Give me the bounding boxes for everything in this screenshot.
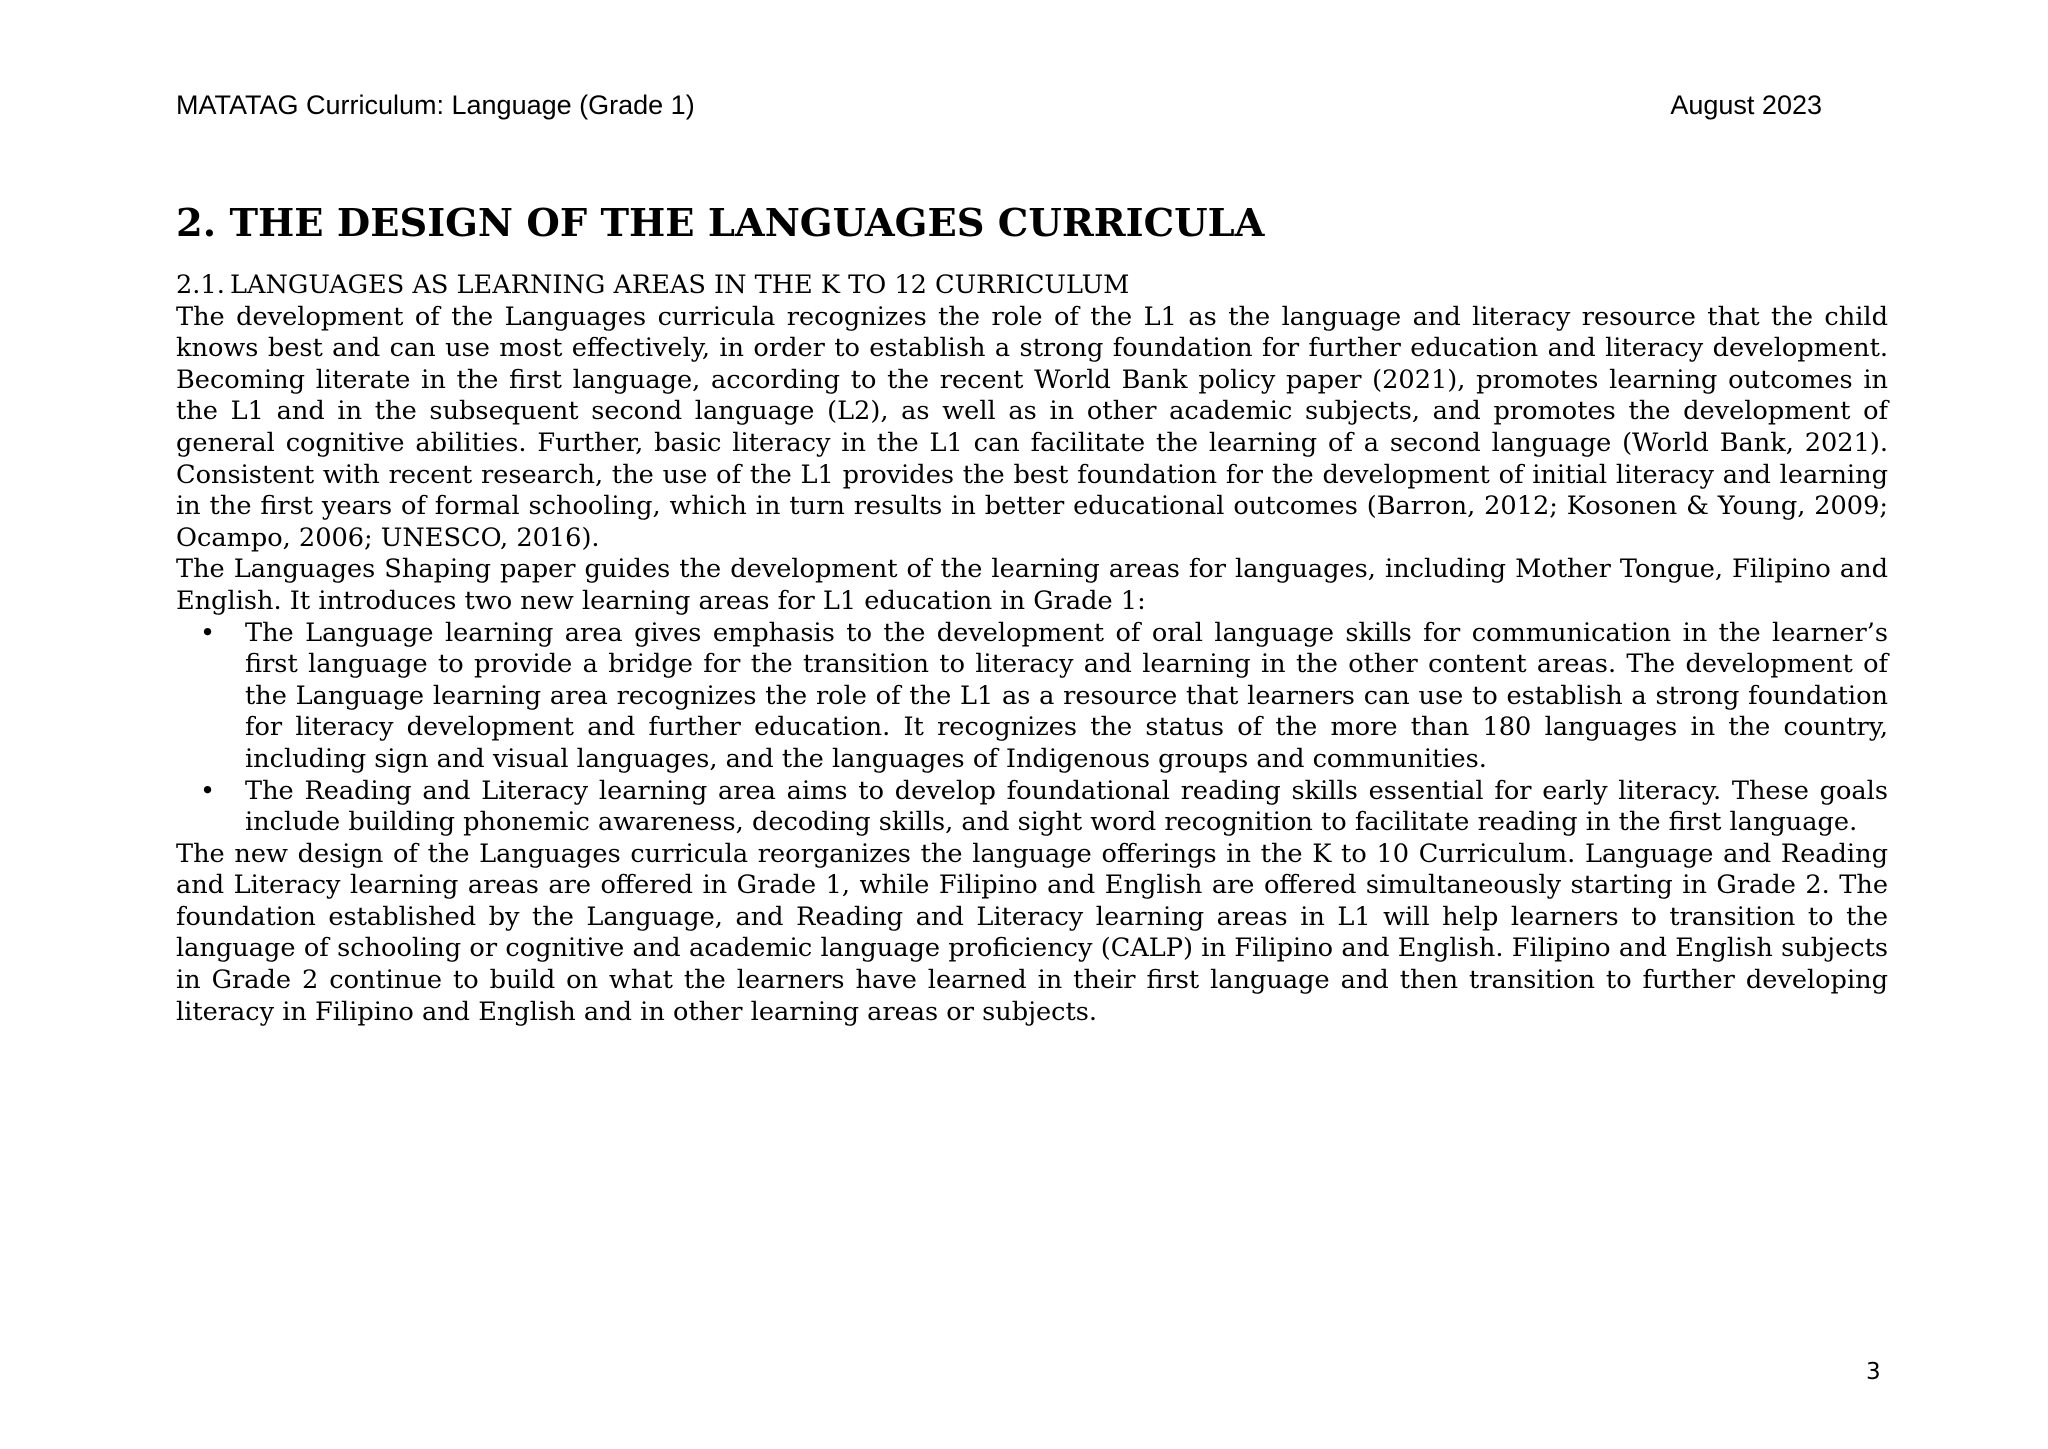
list-item-text: The Language learning area gives emphasis to the development of oral language skills for communication in the learner’s first language to provide a bridge for the transition to literacy and learning in the other content areas. The development of the Language learning area recognizes the role of the L1 as a resource that learners can use to establish a strong foundation for literacy development and further education. It recognizes the status of the more than 180 languages in the country, including sign and visual languages, and the languages of Indigenous groups and communities. (245, 617, 1888, 774)
paragraph-new-design: The new design of the Languages curricula reorganizes the language offerings in the K to 10 Curriculum. Language and Reading and Literacy learning areas are offered in Grade 1, while Filipino and English are offered simultaneously starting in Grade 2. The foundation established by the Language, and Reading and Literacy learning areas in L1 will help learners to transition to the language of schooling or cognitive and academic language proficiency (CALP) in Filipino and English. Filipino and English subjects in Grade 2 continue to build on what the learners have learned in their first language and then transition to further developing literacy in Filipino and English and in other learning areas or subjects. (176, 838, 1888, 1027)
paragraph-l1-foundation: The development of the Languages curricula recognizes the role of the L1 as the language and literacy resource that the child knows best and can use most effectively, in order to establish a strong foundation for further education and literacy development. Becoming literate in the first language, according to the recent World Bank policy paper (2021), promotes learning outcomes in the L1 and in the subsequent second language (L2), as well as in other academic subjects, and promotes the development of general cognitive abilities. Further, basic literacy in the L1 can facilitate the learning of a second language (World Bank, 2021). Consistent with recent research, the use of the L1 provides the best foundation for the development of initial literacy and learning in the first years of formal schooling, which in turn results in better educational outcomes (Barron, 2012; Kosonen & Young, 2009; Ocampo, 2006; UNESCO, 2016). (176, 301, 1888, 553)
list-item-reading-literacy-area (176, 776, 1888, 839)
subsection-title: LANGUAGES AS LEARNING AREAS IN THE K TO 12 CURRICULUM (230, 270, 1130, 300)
page-content (176, 201, 1888, 1028)
subsection-heading (176, 270, 1888, 302)
bullet-icon: • (200, 617, 216, 648)
list-item-text: The Reading and Literacy learning area aims to develop foundational reading skills essential for early literacy. These goals include building phonemic awareness, decoding skills, and sight word recognition to facilitate reading in the first language. (245, 775, 1888, 838)
document-title: MATATAG Curriculum: Language (Grade 1) (176, 90, 695, 120)
subsection-number: 2.1. (176, 270, 225, 300)
learning-areas-list (176, 618, 1888, 839)
document-date: August 2023 (1670, 90, 1822, 120)
section-title: 2. THE DESIGN OF THE LANGUAGES CURRICULA (176, 201, 1265, 246)
paragraph-shaping-paper: The Languages Shaping paper guides the development of the learning areas for languages, including Mother Tongue, Filipino and English. It introduces two new learning areas for L1 education in Grade 1: (176, 554, 1888, 616)
list-item-language-area (176, 618, 1888, 776)
page-number: 3 (1866, 1359, 1881, 1385)
bullet-icon: • (200, 775, 216, 806)
